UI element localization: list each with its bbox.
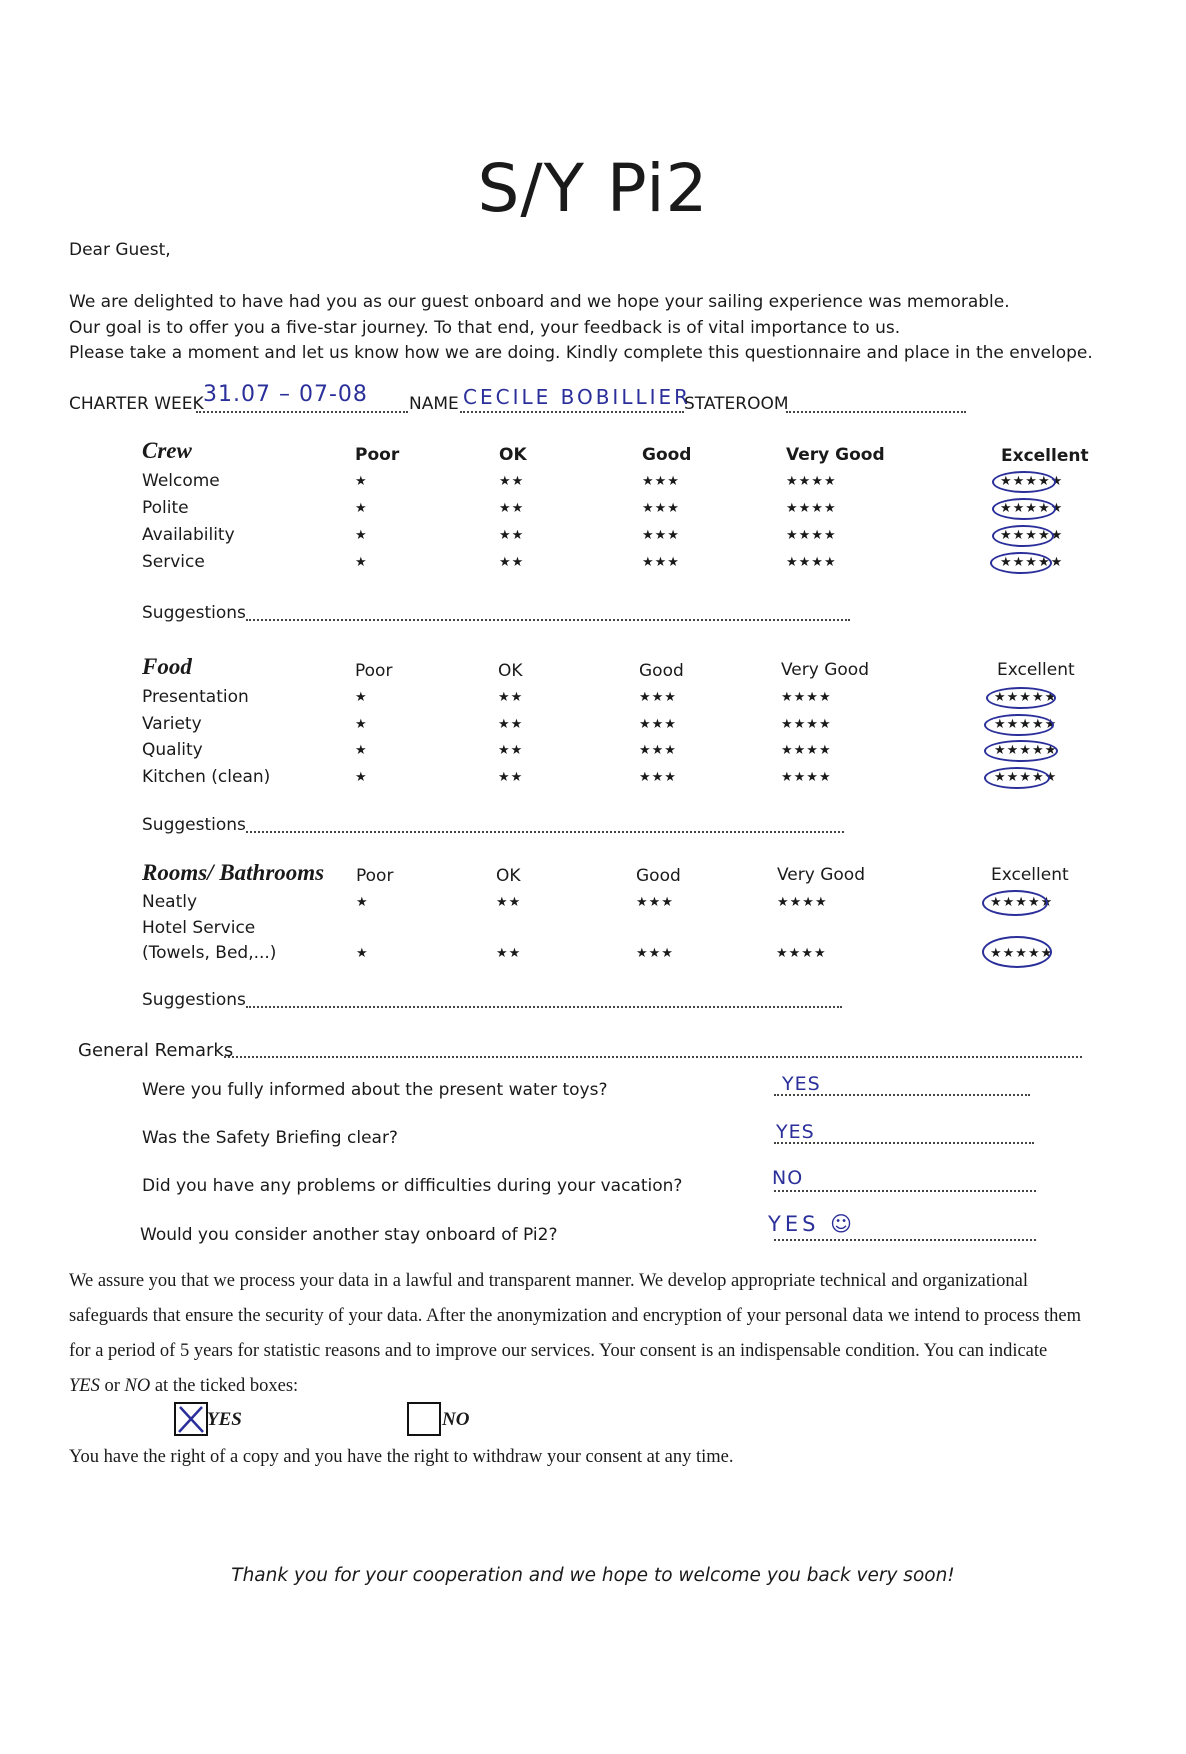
check-x-icon	[176, 1404, 206, 1434]
rating-star-3[interactable]: ★★★	[636, 895, 674, 910]
rating-star-1[interactable]: ★	[355, 743, 368, 758]
answer-2[interactable]: YES	[776, 1121, 815, 1143]
rating-star-5-selected[interactable]: ★★★★★	[1000, 555, 1064, 570]
question-4: Would you consider another stay onboard of Pi2?	[140, 1225, 558, 1245]
intro-line-1: We are delighted to have had you as our guest onboard and we hope your sailing experience was memorable.	[69, 292, 1010, 312]
food-item-variety: Variety	[142, 714, 202, 734]
page-title: S/Y Pi2	[477, 150, 709, 227]
crew-header-poor: Poor	[355, 445, 400, 465]
crew-header-good: Good	[642, 445, 692, 465]
rating-star-3[interactable]: ★★★	[642, 528, 680, 543]
food-header-ok: OK	[498, 661, 523, 681]
rating-star-4[interactable]: ★★★★	[781, 770, 832, 785]
rating-star-2[interactable]: ★★	[498, 717, 524, 732]
crew-header-excellent: Excellent	[1001, 446, 1089, 466]
privacy-line-4	[69, 1376, 298, 1397]
rooms-suggestions-label: Suggestions	[142, 990, 246, 1010]
privacy-line-3: for a period of 5 years for statistic reasons and to improve our services. Your consent is an indispensable condition. You can indicate	[69, 1341, 1048, 1361]
rating-star-3[interactable]: ★★★	[642, 474, 680, 489]
charter-week-label: CHARTER WEEK	[69, 394, 204, 414]
rating-star-1[interactable]: ★	[355, 528, 368, 543]
intro-line-3: Please take a moment and let us know how we are doing. Kindly complete this questionnaire and place in the envelope.	[69, 343, 1093, 363]
rating-star-4[interactable]: ★★★★	[781, 717, 832, 732]
general-remarks-label: General Remarks	[78, 1040, 234, 1061]
rating-star-2[interactable]: ★★	[499, 474, 525, 489]
selection-circle	[982, 890, 1048, 916]
consent-yes-label: YES	[207, 1409, 242, 1430]
rooms-section-title: Rooms/ Bathrooms	[142, 860, 325, 885]
general-remarks-line[interactable]	[224, 1056, 1082, 1058]
rating-star-3[interactable]: ★★★	[639, 690, 677, 705]
rating-star-4[interactable]: ★★★★	[786, 501, 837, 516]
crew-suggestions-label: Suggestions	[142, 603, 246, 623]
food-suggestions-label: Suggestions	[142, 815, 246, 835]
answer-line-3	[774, 1190, 1036, 1192]
rating-star-5-selected[interactable]: ★★★★★	[994, 743, 1058, 758]
food-item-quality: Quality	[142, 740, 203, 760]
rating-star-4[interactable]: ★★★★	[786, 528, 837, 543]
rating-star-1[interactable]: ★	[355, 474, 368, 489]
rating-star-3[interactable]: ★★★	[639, 743, 677, 758]
rooms-header-good: Good	[636, 866, 681, 886]
rating-star-1[interactable]: ★	[355, 690, 368, 705]
food-header-good: Good	[639, 661, 684, 681]
selection-circle	[984, 740, 1058, 762]
rooms-item-neatly: Neatly	[142, 892, 198, 912]
rooms-item-towels-bed: (Towels, Bed,...)	[142, 943, 277, 963]
rating-star-4[interactable]: ★★★★	[776, 946, 827, 961]
rating-star-5-selected[interactable]: ★★★★★	[994, 770, 1058, 785]
answer-line-4	[774, 1239, 1036, 1241]
consent-no-checkbox[interactable]	[407, 1402, 441, 1436]
privacy-yes-word: YES	[69, 1376, 100, 1396]
rating-star-5-selected[interactable]: ★★★★★	[990, 946, 1054, 961]
rating-star-2[interactable]: ★★	[496, 895, 522, 910]
rooms-item-hotel-service: Hotel Service	[142, 918, 256, 938]
rating-star-1[interactable]: ★	[356, 895, 369, 910]
consent-no-label: NO	[442, 1409, 470, 1430]
food-section-title: Food	[142, 654, 192, 679]
rating-star-1[interactable]: ★	[355, 717, 368, 732]
crew-item-availability: Availability	[142, 525, 235, 545]
crew-header-ok: OK	[499, 445, 527, 465]
rating-star-5-selected[interactable]: ★★★★★	[994, 717, 1058, 732]
rooms-header-excellent: Excellent	[991, 865, 1069, 885]
crew-item-welcome: Welcome	[142, 471, 220, 491]
selection-circle	[982, 936, 1052, 968]
rating-star-2[interactable]: ★★	[499, 528, 525, 543]
rating-star-3[interactable]: ★★★	[642, 501, 680, 516]
rooms-header-ok: OK	[496, 866, 521, 886]
selection-circle	[992, 498, 1056, 520]
rooms-header-very-good: Very Good	[777, 865, 865, 885]
selection-circle	[992, 525, 1054, 547]
rating-star-1[interactable]: ★	[355, 770, 368, 785]
name-value[interactable]: CECILE BOBILLIER	[463, 385, 692, 409]
charter-week-line	[196, 411, 408, 413]
food-suggestions-line[interactable]	[246, 831, 844, 833]
privacy-line-1: We assure you that we process your data in a lawful and transparent manner. We develop appropriate technical and organizational	[69, 1271, 1029, 1291]
stateroom-label: STATEROOM	[684, 394, 789, 414]
rating-star-2[interactable]: ★★	[499, 555, 525, 570]
rating-star-5-selected[interactable]: ★★★★★	[1000, 528, 1064, 543]
selection-circle	[984, 767, 1050, 789]
rating-star-4[interactable]: ★★★★	[781, 743, 832, 758]
rating-star-2[interactable]: ★★	[498, 743, 524, 758]
selection-circle	[984, 714, 1054, 736]
intro-line-2: Our goal is to offer you a five-star journey. To that end, your feedback is of vital importance to us.	[69, 318, 901, 338]
answer-4[interactable]: YES ☺	[768, 1212, 856, 1236]
rating-star-5-selected[interactable]: ★★★★★	[1000, 501, 1064, 516]
rating-star-4[interactable]: ★★★★	[777, 895, 828, 910]
rating-star-4[interactable]: ★★★★	[781, 690, 832, 705]
rating-star-1[interactable]: ★	[356, 946, 369, 961]
rating-star-5-selected[interactable]: ★★★★★	[994, 690, 1058, 705]
crew-suggestions-line[interactable]	[246, 619, 850, 621]
rating-star-3[interactable]: ★★★	[639, 770, 677, 785]
selection-circle	[990, 552, 1052, 574]
rating-star-2[interactable]: ★★	[498, 770, 524, 785]
privacy-rest: at the ticked boxes:	[150, 1376, 299, 1396]
food-header-very-good: Very Good	[781, 660, 869, 680]
crew-item-polite: Polite	[142, 498, 189, 518]
rating-star-1[interactable]: ★	[355, 501, 368, 516]
rating-star-4[interactable]: ★★★★	[786, 474, 837, 489]
stateroom-line[interactable]	[786, 411, 966, 413]
rating-star-2[interactable]: ★★	[496, 946, 522, 961]
rating-star-5-selected[interactable]: ★★★★★	[1000, 474, 1064, 489]
food-item-kitchen: Kitchen (clean)	[142, 767, 271, 787]
answer-1[interactable]: YES	[782, 1073, 821, 1095]
rooms-suggestions-line[interactable]	[246, 1006, 842, 1008]
food-header-excellent: Excellent	[997, 660, 1075, 680]
question-2: Was the Safety Briefing clear?	[142, 1128, 398, 1148]
crew-section-title: Crew	[142, 438, 192, 463]
privacy-rights: You have the right of a copy and you have the right to withdraw your consent at any time.	[69, 1447, 734, 1467]
food-header-poor: Poor	[355, 661, 393, 681]
rating-star-3[interactable]: ★★★	[639, 717, 677, 732]
answer-3[interactable]: NO	[772, 1167, 804, 1189]
greeting: Dear Guest,	[69, 240, 171, 260]
question-1: Were you fully informed about the present water toys?	[142, 1080, 608, 1100]
question-3: Did you have any problems or difficulties during your vacation?	[142, 1176, 683, 1196]
food-item-presentation: Presentation	[142, 687, 249, 707]
rating-star-5-selected[interactable]: ★★★★★	[990, 895, 1054, 910]
rating-star-2[interactable]: ★★	[499, 501, 525, 516]
rooms-header-poor: Poor	[356, 866, 394, 886]
consent-yes-checkbox[interactable]	[174, 1402, 208, 1436]
selection-circle	[992, 471, 1056, 493]
rating-star-3[interactable]: ★★★	[642, 555, 680, 570]
closing-message: Thank you for your cooperation and we hope to welcome you back very soon!	[231, 1565, 955, 1586]
privacy-line-2: safeguards that ensure the security of your data. After the anonymization and encryption of your personal data we intend to process them	[69, 1306, 1082, 1326]
crew-header-very-good: Very Good	[786, 445, 885, 465]
rating-star-3[interactable]: ★★★	[636, 946, 674, 961]
name-line	[460, 411, 684, 413]
rating-star-1[interactable]: ★	[355, 555, 368, 570]
privacy-or-word: or	[99, 1376, 125, 1396]
rating-star-4[interactable]: ★★★★	[786, 555, 837, 570]
crew-item-service: Service	[142, 552, 205, 572]
selection-circle	[986, 687, 1056, 709]
name-label: NAME	[409, 394, 459, 414]
privacy-no-word: NO	[124, 1376, 151, 1396]
charter-week-value[interactable]: 31.07 – 07-08	[203, 382, 368, 407]
rating-star-2[interactable]: ★★	[498, 690, 524, 705]
